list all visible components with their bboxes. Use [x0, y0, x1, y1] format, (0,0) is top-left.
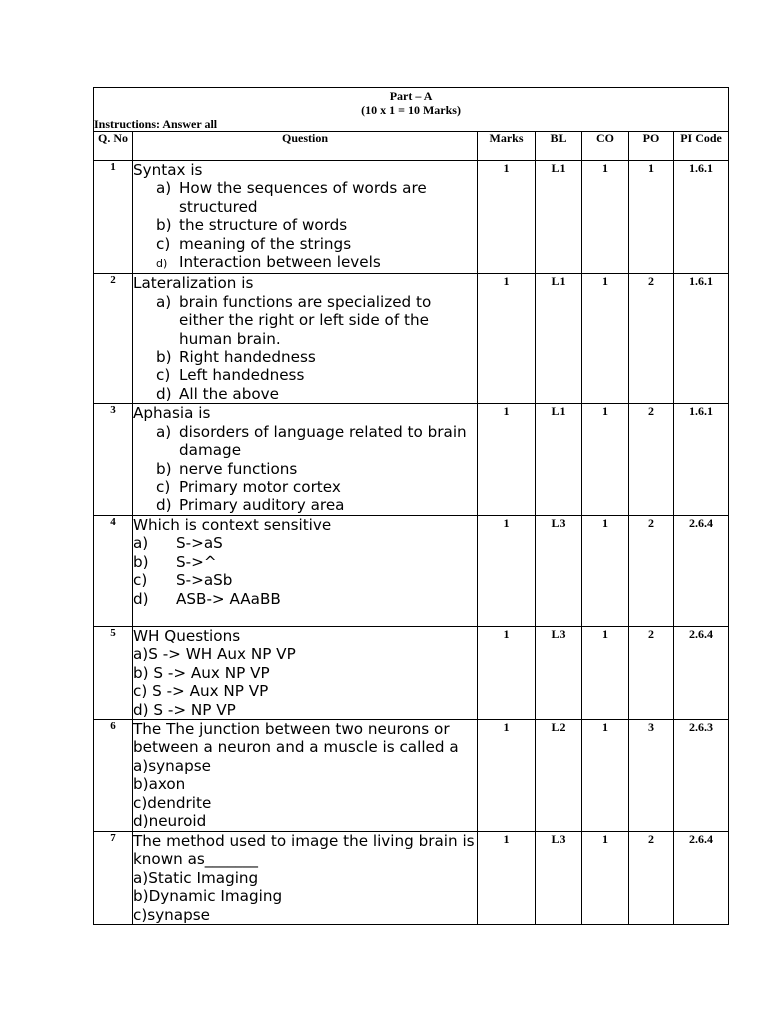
marks-value: 1: [478, 719, 536, 831]
co-value: 1: [582, 404, 629, 515]
option: [133, 553, 477, 571]
option-label: c): [156, 366, 171, 385]
pi-code-value: 2.6.3: [674, 719, 729, 831]
question-table: [93, 87, 729, 925]
option-line: b)Dynamic Imaging: [133, 887, 283, 906]
option-text: ASB-> AAaBB: [176, 589, 281, 608]
option-text: How the sequences of words are structured: [179, 179, 427, 216]
marks-value: 1: [478, 626, 536, 719]
option-label: a): [156, 422, 172, 441]
option: [133, 235, 477, 253]
option-line: a)Static Imaging: [133, 868, 259, 887]
question-number: 5: [94, 626, 133, 719]
po-value: 2: [629, 404, 674, 515]
question-text: [133, 515, 478, 626]
option-label: d): [156, 257, 168, 271]
option-line: c)synapse: [133, 905, 211, 924]
option: [133, 293, 477, 348]
col-qno: Q. No: [94, 132, 133, 161]
option-line: c)dendrite: [133, 793, 212, 812]
part-header: [94, 88, 729, 132]
question-text: [133, 161, 478, 274]
option-line: c) S -> Aux NP VP: [133, 682, 269, 701]
option-text: Primary motor cortex: [179, 478, 341, 497]
option-text: S->^: [176, 552, 217, 571]
option-text: meaning of the strings: [179, 234, 352, 253]
bl-value: L3: [536, 515, 582, 626]
option: [133, 253, 477, 273]
question-row: [94, 515, 729, 626]
option-line: b)axon: [133, 775, 186, 794]
po-value: 2: [629, 626, 674, 719]
question-stem: The The junction between two neurons or between a neuron and a muscle is called a a)synapse: [133, 719, 459, 775]
co-value: 1: [582, 274, 629, 404]
co-value: 1: [582, 719, 629, 831]
option-text: Interaction between levels: [179, 253, 381, 272]
question-stem: The method used to image the living brain is known as_______: [133, 831, 475, 869]
po-value: 1: [629, 161, 674, 274]
option-line: d)neuroid: [133, 811, 207, 830]
bl-value: L1: [536, 161, 582, 274]
option-label: b): [156, 348, 172, 367]
marks-value: 1: [478, 161, 536, 274]
option-label: b): [133, 552, 149, 571]
bl-value: L1: [536, 274, 582, 404]
option-text: disorders of language related to brain damage: [179, 422, 467, 460]
option-text: Left handedness: [179, 366, 305, 385]
question-row: [94, 161, 729, 274]
question-row: [94, 831, 729, 924]
option-label: c): [156, 478, 171, 497]
question-stem: Which is context sensitive: [133, 515, 332, 534]
question-number: 7: [94, 831, 133, 924]
option: [133, 534, 477, 552]
part-title: Part – A: [389, 89, 433, 103]
option: [133, 179, 477, 216]
question-number: 1: [94, 161, 133, 274]
marks-value: 1: [478, 404, 536, 515]
question-text: [133, 404, 478, 515]
question-stem: Aphasia is: [133, 404, 211, 423]
pi-code-value: 1.6.1: [674, 274, 729, 404]
option-label: b): [156, 216, 172, 235]
marks-summary: (10 x 1 = 10 Marks): [361, 103, 461, 117]
co-value: 1: [582, 161, 629, 274]
col-pi-code: PI Code: [674, 132, 729, 161]
option: [133, 571, 477, 589]
option-label: a): [133, 534, 149, 553]
option-label: d): [156, 496, 172, 515]
question-text: [133, 274, 478, 404]
option-label: c): [133, 571, 148, 590]
option-text: S->aS: [176, 534, 223, 553]
option-line: d) S -> NP VP: [133, 700, 236, 719]
option: [133, 496, 477, 514]
option-text: the structure of words: [179, 216, 348, 235]
question-row: [94, 719, 729, 831]
po-value: 3: [629, 719, 674, 831]
question-text: [133, 831, 478, 924]
bl-value: L3: [536, 626, 582, 719]
pi-code-value: 1.6.1: [674, 161, 729, 274]
option: [133, 460, 477, 478]
bl-value: L2: [536, 719, 582, 831]
col-marks: Marks: [478, 132, 536, 161]
option: [133, 348, 477, 366]
pi-code-value: 2.6.4: [674, 626, 729, 719]
option-text: All the above: [179, 384, 279, 403]
co-value: 1: [582, 515, 629, 626]
option-text: nerve functions: [179, 459, 298, 478]
marks-value: 1: [478, 274, 536, 404]
instructions: Instructions: Answer all: [94, 117, 218, 131]
option-line: a)S -> WH Aux NP VP: [133, 645, 296, 664]
question-text: [133, 626, 478, 719]
option-label: d): [156, 384, 172, 403]
col-co: CO: [582, 132, 629, 161]
po-value: 2: [629, 515, 674, 626]
marks-value: 1: [478, 831, 536, 924]
question-stem: WH Questions: [133, 626, 241, 645]
option: [133, 590, 477, 608]
question-row: [94, 274, 729, 404]
question-number: 6: [94, 719, 133, 831]
col-question: Question: [133, 132, 478, 161]
marks-value: 1: [478, 515, 536, 626]
option-line: b) S -> Aux NP VP: [133, 663, 270, 682]
po-value: 2: [629, 274, 674, 404]
option: [133, 366, 477, 384]
bl-value: L1: [536, 404, 582, 515]
pi-code-value: 1.6.1: [674, 404, 729, 515]
option-label: b): [156, 459, 172, 478]
option-label: a): [156, 179, 172, 198]
question-stem: Syntax is: [133, 161, 203, 179]
col-bl: BL: [536, 132, 582, 161]
option-label: a): [156, 292, 172, 311]
option-label: d): [133, 589, 149, 608]
co-value: 1: [582, 831, 629, 924]
bl-value: L3: [536, 831, 582, 924]
co-value: 1: [582, 626, 629, 719]
column-header-row: [94, 132, 729, 161]
pi-code-value: 2.6.4: [674, 515, 729, 626]
pi-code-value: 2.6.4: [674, 831, 729, 924]
question-number: 2: [94, 274, 133, 404]
question-number: 3: [94, 404, 133, 515]
question-number: 4: [94, 515, 133, 626]
question-row: [94, 404, 729, 515]
po-value: 2: [629, 831, 674, 924]
option-text: brain functions are specialized to either the right or left side of the human brain.: [179, 292, 432, 348]
question-text: [133, 719, 478, 831]
option: [133, 385, 477, 403]
option: [133, 478, 477, 496]
col-po: PO: [629, 132, 674, 161]
option-text: Primary auditory area: [179, 496, 345, 515]
question-stem: Lateralization is: [133, 274, 254, 293]
option: [133, 423, 477, 460]
option: [133, 216, 477, 234]
option-text: S->aSb: [176, 571, 233, 590]
option-text: Right handedness: [179, 348, 316, 367]
option-label: c): [156, 234, 171, 253]
question-row: [94, 626, 729, 719]
